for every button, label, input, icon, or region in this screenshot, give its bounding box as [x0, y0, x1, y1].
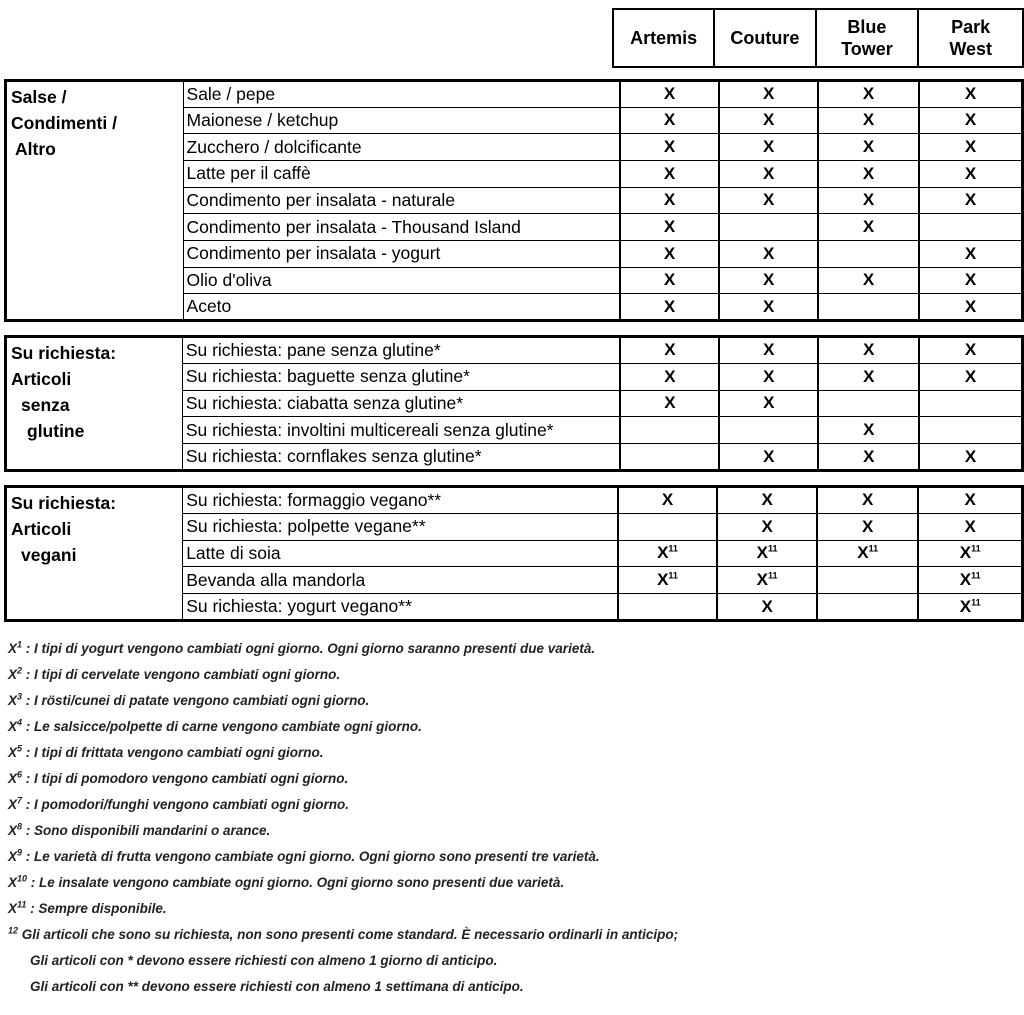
availability-mark: X	[964, 490, 976, 510]
footnote	[8, 714, 1008, 740]
mark-footnote-ref: 11	[668, 570, 678, 581]
group-label-line: glutine	[27, 421, 85, 441]
availability-mark: X	[964, 110, 977, 130]
availability-cell	[817, 594, 919, 621]
availability-cell	[620, 444, 719, 471]
availability-cell	[818, 214, 919, 241]
table-row	[6, 81, 1023, 108]
availability-cell	[818, 240, 919, 267]
availability-mark: X	[663, 163, 676, 183]
availability-mark: X	[663, 270, 676, 290]
item-name: Su richiesta: ciabatta senza glutine*	[182, 390, 620, 417]
availability-mark: X	[964, 446, 977, 466]
availability-mark: X	[763, 393, 775, 413]
footnote-number: 4	[17, 717, 23, 728]
footnote-number: 11	[17, 899, 27, 910]
section-table	[4, 79, 1024, 322]
availability-cell	[918, 567, 1022, 594]
availability-cell	[717, 567, 817, 594]
item-name: Condimento per insalata - Thousand Island	[183, 214, 620, 241]
availability-cell	[719, 160, 818, 187]
column-header	[714, 9, 815, 67]
availability-mark: X	[761, 596, 773, 616]
footnote	[8, 896, 1008, 922]
footnote	[8, 740, 1008, 766]
availability-cell	[919, 81, 1022, 108]
group-label-line: Su richiesta:	[11, 343, 117, 363]
availability-mark: X	[663, 243, 676, 263]
availability-cell	[818, 337, 919, 364]
item-name: Su richiesta: yogurt vegano**	[183, 594, 618, 621]
item-name: Su richiesta: formaggio vegano**	[183, 487, 618, 514]
availability-cell	[717, 513, 817, 540]
footnote-key: X	[8, 667, 18, 682]
availability-cell	[817, 540, 919, 567]
footnote	[8, 792, 1008, 818]
item-name: Condimento per insalata - naturale	[183, 187, 620, 214]
availability-cell	[719, 294, 818, 321]
availability-cell	[919, 417, 1022, 444]
availability-mark: X	[762, 110, 775, 130]
section-group-label	[6, 337, 183, 471]
column-header	[613, 9, 714, 67]
footnote-number: 6	[17, 769, 23, 780]
availability-mark: X	[661, 490, 674, 510]
footnote-text: Gli articoli che sono su richiesta, non sono presenti come standard. È necessario ordinarli in anticipo;	[18, 927, 679, 942]
item-name: Maionese / ketchup	[183, 107, 620, 134]
table-row	[6, 337, 1023, 364]
availability-cell	[919, 107, 1022, 134]
footnote-number: 3	[17, 691, 23, 702]
table-row	[6, 487, 1023, 514]
column-header-line: Tower	[841, 39, 893, 59]
availability-cell	[719, 240, 818, 267]
availability-cell	[717, 540, 817, 567]
availability-cell	[620, 294, 719, 321]
footnote-key: X	[8, 693, 18, 708]
availability-cell	[818, 294, 919, 321]
availability-cell	[719, 417, 818, 444]
availability-cell	[918, 513, 1022, 540]
availability-cell	[919, 363, 1022, 390]
item-name: Olio d'oliva	[183, 267, 620, 294]
availability-cell	[620, 267, 719, 294]
availability-cell	[818, 417, 919, 444]
group-label-line: Salse /	[11, 87, 67, 107]
availability-mark: X	[959, 570, 972, 590]
availability-cell	[818, 390, 919, 417]
footnote-key: X	[8, 745, 18, 760]
item-name: Su richiesta: polpette vegane**	[183, 513, 618, 540]
section-table	[4, 335, 1024, 472]
group-label-line: Articoli	[11, 369, 72, 389]
group-label-line: vegani	[21, 545, 77, 565]
group-label-line: Condimenti /	[11, 113, 117, 133]
availability-cell	[620, 214, 719, 241]
footnote-number: 5	[17, 743, 23, 754]
availability-cell	[919, 390, 1022, 417]
column-header-line: Couture	[730, 28, 800, 48]
availability-mark: X	[762, 243, 775, 263]
availability-cell	[618, 513, 718, 540]
availability-cell	[719, 337, 818, 364]
availability-cell	[818, 160, 919, 187]
availability-cell	[919, 267, 1022, 294]
availability-mark: X	[762, 84, 775, 104]
availability-mark: X	[657, 543, 669, 563]
footnote-number: 8	[17, 821, 23, 832]
availability-mark: X	[964, 137, 977, 157]
group-label-line: senza	[21, 395, 70, 415]
availability-cell	[719, 267, 818, 294]
availability-mark: X	[761, 490, 773, 510]
item-name: Bevanda alla mandorla	[183, 567, 618, 594]
item-name: Latte di soia	[183, 540, 618, 567]
group-label-line: Altro	[15, 139, 56, 159]
availability-mark: X	[863, 446, 875, 466]
availability-cell	[620, 81, 719, 108]
footnote-key: X	[8, 771, 18, 786]
footnote	[8, 974, 1008, 1000]
footnote-text: : I pomodori/funghi vengono cambiati ogni giorno.	[22, 797, 350, 812]
footnote-number: 9	[17, 847, 23, 858]
footnote-text: : Le insalate vengono cambiate ogni giorno. Ogni giorno sono presenti due varietà.	[27, 875, 565, 890]
footnote	[8, 766, 1008, 792]
availability-cell	[620, 337, 719, 364]
availability-mark: X	[756, 543, 769, 563]
availability-cell	[719, 134, 818, 161]
item-name: Su richiesta: baguette senza glutine*	[182, 363, 620, 390]
item-name: Zucchero / dolcificante	[183, 134, 620, 161]
availability-mark: X	[964, 84, 977, 104]
availability-cell	[717, 487, 817, 514]
availability-cell	[818, 107, 919, 134]
availability-cell	[818, 81, 919, 108]
footnote-number: 7	[17, 795, 23, 806]
mark-footnote-ref: 11	[971, 596, 981, 607]
mark-footnote-ref: 11	[868, 543, 879, 554]
item-name: Su richiesta: pane senza glutine*	[182, 337, 620, 364]
footnote-key: X	[8, 901, 18, 916]
availability-cell	[618, 540, 718, 567]
mark-footnote-ref: 11	[768, 543, 778, 554]
footnotes	[8, 636, 1008, 1000]
footnote-number: 12	[8, 925, 19, 936]
availability-cell	[719, 81, 818, 108]
section-group-label	[6, 487, 183, 621]
item-name: Aceto	[183, 294, 620, 321]
availability-mark: X	[663, 84, 676, 104]
footnote-text: : I tipi di yogurt vengono cambiati ogni giorno. Ogni giorno saranno presenti due varietà.	[22, 641, 596, 656]
footnote-key: X	[8, 823, 18, 838]
availability-cell	[620, 160, 719, 187]
availability-mark: X	[664, 340, 676, 360]
availability-mark: X	[862, 516, 874, 536]
footnote-number: 10	[17, 873, 28, 884]
availability-mark: X	[857, 543, 869, 563]
column-header-line: West	[949, 39, 993, 59]
group-label-line: Articoli	[11, 519, 72, 539]
availability-cell	[919, 134, 1022, 161]
availability-mark: X	[862, 163, 875, 183]
footnote-text: Gli articoli con * devono essere richiesti con almeno 1 giorno di anticipo.	[30, 953, 498, 968]
availability-cell	[818, 444, 919, 471]
availability-cell	[620, 240, 719, 267]
availability-cell	[719, 107, 818, 134]
availability-mark: X	[663, 137, 676, 157]
availability-cell	[719, 214, 818, 241]
footnote	[8, 948, 1008, 974]
column-header-row	[613, 9, 1023, 67]
availability-mark: X	[763, 340, 775, 360]
footnote-key: X	[8, 641, 18, 656]
availability-cell	[719, 363, 818, 390]
availability-cell	[620, 107, 719, 134]
availability-cell	[919, 337, 1022, 364]
availability-cell	[817, 513, 919, 540]
column-header-line: Park	[951, 17, 991, 37]
column-header	[816, 9, 919, 67]
availability-cell	[818, 363, 919, 390]
availability-cell	[620, 363, 719, 390]
availability-mark: X	[862, 110, 875, 130]
availability-cell	[719, 444, 818, 471]
availability-cell	[919, 444, 1022, 471]
availability-cell	[919, 187, 1022, 214]
item-name: Condimento per insalata - yogurt	[183, 240, 620, 267]
availability-mark: X	[863, 420, 875, 440]
availability-cell	[620, 390, 719, 417]
mark-footnote-ref: 11	[971, 543, 981, 554]
availability-cell	[618, 594, 718, 621]
section-group-label	[6, 81, 184, 321]
availability-mark: X	[964, 243, 977, 263]
footnote-text: : Sempre disponibile.	[26, 901, 167, 916]
footnote-text: : Le salsicce/polpette di carne vengono cambiate ogni giorno.	[22, 719, 422, 734]
availability-mark: X	[959, 543, 972, 563]
availability-mark: X	[761, 516, 773, 536]
availability-mark: X	[762, 163, 775, 183]
availability-cell	[719, 390, 818, 417]
availability-cell	[818, 134, 919, 161]
availability-cell	[918, 540, 1022, 567]
availability-mark: X	[663, 110, 676, 130]
footnote-text: Gli articoli con ** devono essere richiesti con almeno 1 settimana di anticipo.	[30, 979, 524, 994]
mark-footnote-ref: 11	[668, 543, 678, 554]
availability-cell	[817, 487, 919, 514]
availability-mark: X	[964, 190, 977, 210]
footnote	[8, 636, 1008, 662]
column-header-table	[612, 8, 1024, 68]
section-table	[4, 485, 1024, 622]
availability-cell	[620, 134, 719, 161]
availability-mark: X	[663, 190, 676, 210]
availability-cell	[919, 214, 1022, 241]
footnote-text: : I rösti/cunei di patate vengono cambiati ogni giorno.	[22, 693, 370, 708]
availability-mark: X	[756, 570, 769, 590]
footnote	[8, 688, 1008, 714]
footnote	[8, 662, 1008, 688]
availability-cell	[918, 487, 1022, 514]
footnote	[8, 922, 1008, 948]
footnote-key: X	[8, 849, 18, 864]
footnote-number: 2	[17, 665, 23, 676]
availability-mark: X	[964, 270, 977, 290]
availability-cell	[919, 294, 1022, 321]
availability-mark: X	[863, 366, 875, 386]
footnote-key: X	[8, 875, 18, 890]
availability-cell	[719, 187, 818, 214]
availability-mark: X	[663, 217, 676, 237]
availability-cell	[817, 567, 919, 594]
availability-mark: X	[964, 516, 976, 536]
availability-cell	[620, 417, 719, 444]
availability-mark: X	[862, 84, 875, 104]
availability-cell	[618, 567, 718, 594]
group-label-line: Su richiesta:	[11, 493, 117, 513]
footnote-text: : I tipi di cervelate vengono cambiati ogni giorno.	[22, 667, 341, 682]
availability-mark: X	[964, 340, 977, 360]
availability-mark: X	[862, 217, 875, 237]
availability-cell	[919, 160, 1022, 187]
availability-mark: X	[964, 163, 977, 183]
availability-mark: X	[763, 446, 775, 466]
availability-mark: X	[863, 340, 875, 360]
availability-mark: X	[862, 137, 875, 157]
availability-mark: X	[762, 190, 775, 210]
column-header	[918, 9, 1023, 67]
availability-mark: X	[862, 490, 874, 510]
footnote-key: X	[8, 719, 18, 734]
item-name: Latte per il caffè	[183, 160, 620, 187]
availability-mark: X	[762, 296, 775, 316]
availability-mark: X	[762, 270, 775, 290]
availability-mark: X	[862, 190, 875, 210]
availability-cell	[717, 594, 817, 621]
footnote-key: X	[8, 797, 18, 812]
availability-cell	[919, 240, 1022, 267]
availability-cell	[918, 594, 1022, 621]
footnote	[8, 818, 1008, 844]
availability-cell	[620, 187, 719, 214]
availability-mark: X	[657, 570, 669, 590]
availability-mark: X	[664, 366, 676, 386]
footnote-number: 1	[17, 639, 23, 650]
availability-cell	[618, 487, 718, 514]
availability-mark: X	[964, 366, 977, 386]
item-name: Su richiesta: cornflakes senza glutine*	[182, 444, 620, 471]
availability-cell	[818, 267, 919, 294]
availability-mark: X	[862, 270, 875, 290]
footnote-text: : Sono disponibili mandarini o arance.	[22, 823, 271, 838]
availability-cell	[818, 187, 919, 214]
footnote-text: : I tipi di pomodoro vengono cambiati ogni giorno.	[22, 771, 349, 786]
availability-mark: X	[762, 137, 775, 157]
availability-mark: X	[663, 296, 676, 316]
availability-mark: X	[964, 296, 977, 316]
footnote	[8, 844, 1008, 870]
column-header-line: Blue	[847, 17, 887, 37]
mark-footnote-ref: 11	[768, 570, 778, 581]
column-header-line: Artemis	[630, 28, 698, 48]
footnote	[8, 870, 1008, 896]
item-name: Sale / pepe	[183, 81, 620, 108]
availability-mark: X	[763, 366, 775, 386]
mark-footnote-ref: 11	[971, 570, 981, 581]
item-name: Su richiesta: involtini multicereali senza glutine*	[182, 417, 620, 444]
footnote-text: : I tipi di frittata vengono cambiati ogni giorno.	[22, 745, 324, 760]
availability-mark: X	[664, 393, 676, 413]
footnote-text: : Le varietà di frutta vengono cambiate ogni giorno. Ogni giorno sono presenti tre varietà.	[22, 849, 600, 864]
availability-mark: X	[959, 596, 972, 616]
